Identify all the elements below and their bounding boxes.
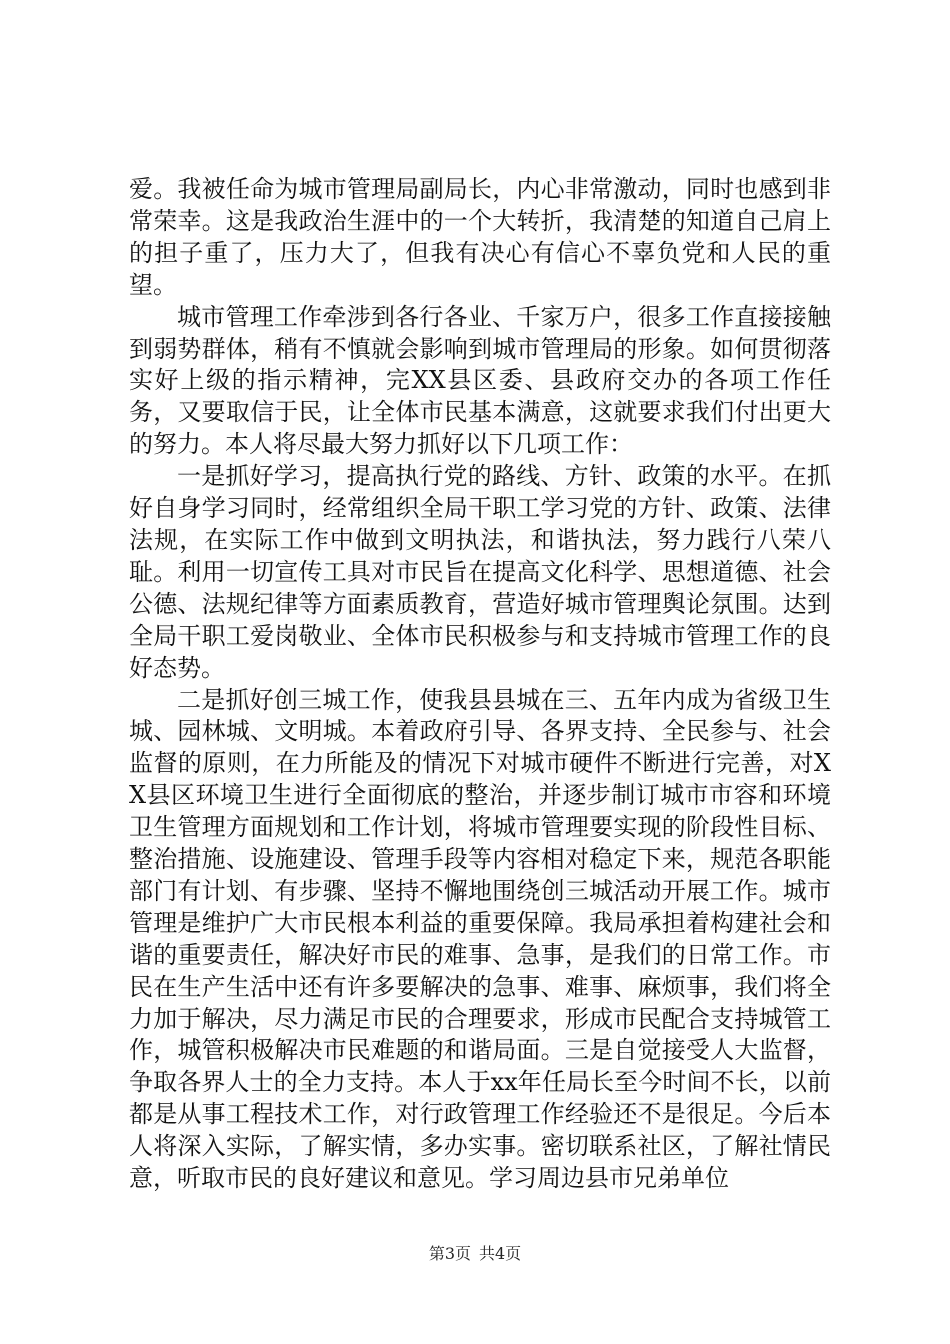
document-body	[129, 174, 831, 1195]
paragraph-4: 二是抓好创三城工作，使我县县城在三、五年内成为省级卫生城、园林城、文明城。本着政府引导、各界支持、全民参与、社会监督的原则，在力所能及的情况下对城市硬件不断进行完善，对XX县区环境卫生进行全面彻底的整治，并逐步制订城市市容和环境卫生管理方面规划和工作计划，将城市管理要实现的阶段性目标、整治措施、设施建设、管理手段等内容相对稳定下来，规范各职能部门有计划、有步骤、坚持不懈地围绕创三城活动开展工作。城市管理是维护广大市民根本利益的重要保障。我局承担着构建社会和谐的重要责任，解决好市民的难事、急事，是我们的日常工作。市民在生产生活中还有许多要解决的急事、难事、麻烦事，我们将全力加于解决，尽力满足市民的合理要求，形成市民配合支持城管工作，城管积极解决市民难题的和谐局面。三是自觉接受人大监督，争取各界人士的全力支持。本人于xx年任局长至今时间不长，以前都是从事工程技术工作，对行政管理工作经验还不是很足。今后本人将深入实际，了解实情，多办实事。密切联系社区，了解社情民意，听取市民的良好建议和意见。学习周边县市兄弟单位	[129, 685, 831, 1193]
page-total: 共4页	[479, 1244, 522, 1263]
page-number: 第3页	[428, 1244, 471, 1263]
paragraph-2: 城市管理工作牵涉到各行各业、千家万户，很多工作直接接触到弱势群体，稍有不慎就会影响到城市管理局的形象。如何贯彻落实好上级的指示精神，完XX县区委、县政府交办的各项工作任务，又要取信于民，让全体市民基本满意，这就要求我们付出更大的努力。本人将尽最大努力抓好以下几项工作：	[129, 302, 831, 459]
paragraph-1: 爱。我被任命为城市管理局副局长，内心非常激动，同时也感到非常荣幸。这是我政治生涯中的一个大转折，我清楚的知道自己肩上的担子重了，压力大了，但我有决心有信心不辜负党和人民的重望。	[129, 175, 831, 299]
page-footer	[0, 1244, 950, 1264]
paragraph-3: 一是抓好学习，提高执行党的路线、方针、政策的水平。在抓好自身学习同时，经常组织全局干职工学习党的方针、政策、法律法规，在实际工作中做到文明执法，和谐执法，努力践行八荣八耻。利用一切宣传工具对市民旨在提高文化科学、思想道德、社会公德、法规纪律等方面素质教育，营造好城市管理舆论氛围。达到全局干职工爱岗敬业、全体市民积极参与和支持城市管理工作的良好态势。	[129, 462, 831, 682]
